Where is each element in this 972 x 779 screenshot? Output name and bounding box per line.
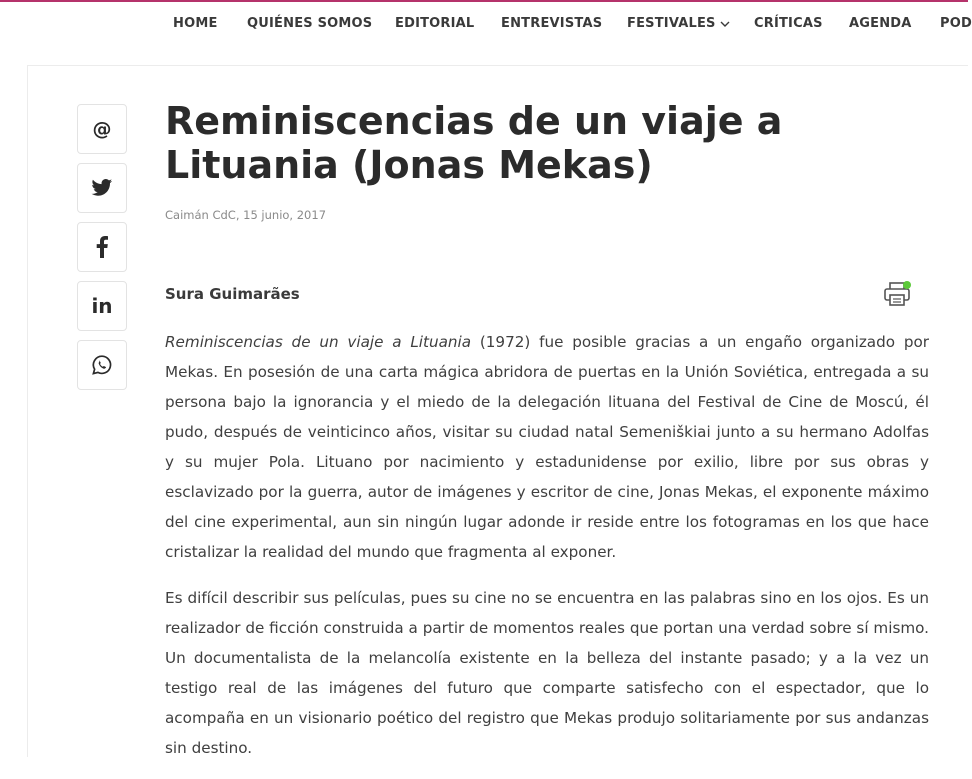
email-icon	[91, 118, 113, 140]
nav-divider	[27, 65, 968, 66]
nav-festivales[interactable]	[627, 16, 731, 31]
film-title-emphasis: Reminiscencias de un viaje a Lituania	[165, 333, 472, 351]
svg-text:in: in	[91, 294, 113, 318]
nav-criticas[interactable]: CRÍTICAS	[754, 16, 823, 31]
nav-home[interactable]: HOME	[173, 16, 218, 31]
content-border	[27, 65, 28, 757]
chevron-down-icon	[719, 18, 731, 30]
paragraph-1	[165, 327, 929, 567]
share-twitter-button[interactable]	[77, 163, 127, 213]
whatsapp-icon	[91, 354, 113, 376]
share-email-button[interactable]	[77, 104, 127, 154]
facebook-icon	[95, 236, 109, 258]
nav-agenda[interactable]: AGENDA	[849, 16, 912, 31]
share-whatsapp-button[interactable]	[77, 340, 127, 390]
paragraph-2: Es difícil describir sus películas, pues su cine no se encuentra en las palabras sino en los ojos. Es un realizador de ficción construida a partir de momentos reales que portan una verdad sobre sí mismo. Un documentalista de la melancolía existente en la belleza del instante pasado; y a la vez un testigo real de las imágenes del futuro que comparte satisfecho con el espectador, que lo acompaña en un visionario poético del registro que Mekas produjo solitariamente por sus andanzas sin destino.	[165, 589, 929, 757]
article-meta: Caimán CdC, 15 junio, 2017	[165, 208, 327, 222]
paragraph-1-text: (1972) fue posible gracias a un engaño organizado por Mekas. En posesión de una carta mágica abridora de puertas en la Unión Soviética, entregada a su persona bajo la ignorancia y el miedo de la delegación lituana del Festival de Cine de Moscú, él pudo, después de veinticinco años, visitar su ciudad natal Semeniškiai junto a su hermano Adolfas y su mujer Pola. Lituano por nacimiento y estadunidense por exilio, libre por sus obras y esclavizado por la guerra, autor de imágenes y escritor de cine, Jonas Mekas, el exponente máximo del cine experimental, aun sin ningún lugar adonde ir reside entre los fotogramas en los que hace cristalizar la realidad del mundo que fragmenta al exponer.	[165, 333, 930, 561]
nav-quienes-somos[interactable]: QUIÉNES SOMOS	[247, 16, 373, 31]
article-body	[165, 327, 929, 779]
twitter-icon	[91, 178, 113, 198]
share-linkedin-button[interactable]	[77, 281, 127, 331]
linkedin-icon	[91, 295, 113, 317]
print-icon[interactable]	[881, 279, 915, 309]
nav-festivales-label: FESTIVALES	[627, 16, 716, 31]
share-facebook-button[interactable]	[77, 222, 127, 272]
article-title: Reminiscencias de un viaje a Lituania (Jonas Mekas)	[165, 99, 783, 187]
article-author: Sura Guimarães	[165, 285, 300, 303]
svg-text:@: @	[92, 118, 112, 140]
nav-editorial[interactable]: EDITORIAL	[395, 16, 475, 31]
nav-podcast[interactable]: POD	[940, 16, 972, 31]
nav-entrevistas[interactable]: ENTREVISTAS	[501, 16, 603, 31]
main-nav	[0, 2, 972, 46]
